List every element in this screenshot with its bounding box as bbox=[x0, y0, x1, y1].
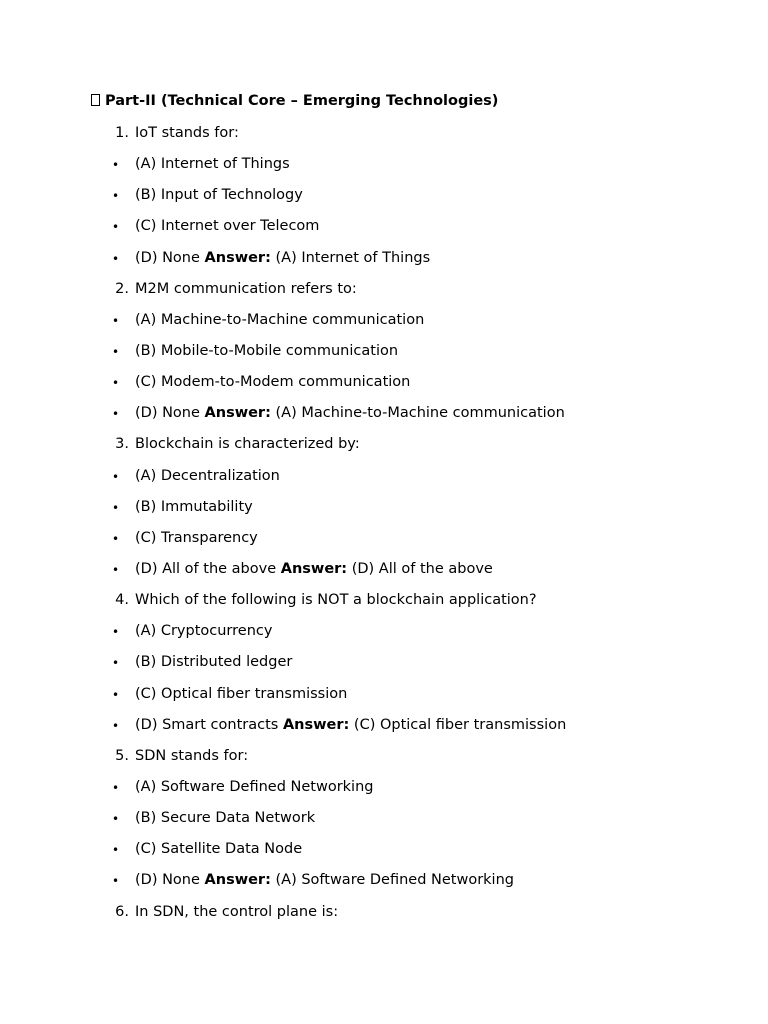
option-text bbox=[135, 685, 347, 703]
question-item bbox=[0, 124, 768, 155]
answer-label: Answer: bbox=[204, 249, 271, 266]
option-label: (B) Input of Technology bbox=[135, 187, 303, 204]
option-text bbox=[135, 622, 272, 640]
question-number: 5. bbox=[115, 747, 129, 764]
answer-label: Answer: bbox=[282, 716, 350, 733]
question-item bbox=[0, 435, 768, 466]
option-label: (A) Software Defined Networking bbox=[135, 778, 374, 795]
option-label: (C) Internet over Telecom bbox=[135, 218, 320, 235]
bullet-icon: • bbox=[112, 687, 120, 702]
option-label: (C) Modem-to-Modem communication bbox=[135, 374, 411, 391]
option-label: (C) Transparency bbox=[135, 529, 258, 546]
option-text bbox=[135, 840, 302, 858]
option-item bbox=[0, 716, 768, 747]
option-text bbox=[135, 249, 430, 267]
option-item bbox=[0, 404, 768, 435]
option-item bbox=[0, 685, 768, 716]
answer-value: (A) Software Defined Networking bbox=[275, 872, 514, 889]
question-text: M2M communication refers to: bbox=[135, 280, 357, 297]
option-label: (B) Distributed ledger bbox=[135, 654, 293, 671]
option-label: (A) Internet of Things bbox=[135, 156, 290, 173]
option-text bbox=[135, 373, 410, 391]
option-label: (B) Secure Data Network bbox=[135, 810, 316, 827]
question-text: SDN stands for: bbox=[135, 747, 249, 764]
bullet-icon: • bbox=[112, 780, 120, 795]
option-item bbox=[0, 342, 768, 373]
option-text bbox=[135, 467, 280, 485]
question-text: Which of the following is NOT a blockchain application? bbox=[135, 592, 537, 609]
question-text: Blockchain is characterized by: bbox=[135, 436, 360, 453]
option-item bbox=[0, 498, 768, 529]
answer-label: Answer: bbox=[204, 872, 271, 889]
question-number: 6. bbox=[115, 903, 129, 920]
option-label: (D) None bbox=[135, 872, 200, 889]
option-label: (A) Decentralization bbox=[135, 467, 280, 484]
option-text bbox=[135, 560, 493, 578]
option-item bbox=[0, 529, 768, 560]
bullet-icon: • bbox=[112, 158, 120, 173]
option-text bbox=[135, 342, 398, 360]
option-text bbox=[135, 404, 565, 422]
question-list bbox=[0, 124, 768, 934]
option-text bbox=[135, 809, 315, 827]
option-item bbox=[0, 560, 768, 591]
option-item bbox=[0, 249, 768, 280]
bullet-icon: • bbox=[112, 874, 120, 889]
option-label: (C) Satellite Data Node bbox=[135, 841, 303, 858]
option-item bbox=[0, 622, 768, 653]
bullet-icon: • bbox=[112, 531, 120, 546]
option-text bbox=[135, 716, 566, 734]
question-number: 1. bbox=[115, 125, 129, 141]
answer-value: (A) Internet of Things bbox=[275, 249, 431, 266]
option-item bbox=[0, 311, 768, 342]
option-text bbox=[135, 155, 290, 173]
bullet-icon: • bbox=[112, 344, 120, 359]
option-label: (A) Machine-to-Machine communication bbox=[135, 311, 425, 328]
bullet-icon: • bbox=[112, 625, 120, 640]
bullet-icon: • bbox=[112, 220, 120, 235]
bullet-icon: • bbox=[112, 718, 120, 733]
bullet-icon: • bbox=[112, 313, 120, 328]
option-label: (D) All of the above bbox=[135, 560, 277, 577]
option-item bbox=[0, 217, 768, 248]
option-label: (B) Immutability bbox=[135, 498, 253, 515]
option-item bbox=[0, 653, 768, 684]
bullet-icon: • bbox=[112, 469, 120, 484]
bullet-icon: • bbox=[112, 251, 120, 266]
bullet-icon: • bbox=[112, 407, 120, 422]
section-heading bbox=[91, 92, 498, 110]
answer-value: (A) Machine-to-Machine communication bbox=[275, 405, 565, 422]
bullet-icon: • bbox=[112, 189, 120, 204]
option-text bbox=[135, 217, 319, 235]
option-text bbox=[135, 778, 373, 796]
option-label: (A) Cryptocurrency bbox=[135, 623, 273, 640]
bullet-icon: • bbox=[112, 812, 120, 827]
option-item bbox=[0, 778, 768, 809]
question-number: 3. bbox=[115, 436, 129, 453]
answer-value: (C) Optical fiber transmission bbox=[353, 716, 567, 733]
option-label: (D) None bbox=[135, 249, 200, 266]
section-heading-text: Part-II (Technical Core – Emerging Technologies) bbox=[105, 93, 499, 109]
option-text bbox=[135, 498, 253, 516]
bullet-icon: • bbox=[112, 656, 120, 671]
bullet-icon: • bbox=[112, 376, 120, 391]
pin-icon bbox=[91, 94, 100, 106]
option-label: (C) Optical fiber transmission bbox=[135, 685, 348, 702]
question-item bbox=[0, 591, 768, 622]
question-item bbox=[0, 747, 768, 778]
answer-label: Answer: bbox=[204, 405, 271, 422]
option-item bbox=[0, 871, 768, 902]
question-item bbox=[0, 903, 768, 934]
answer-label: Answer: bbox=[280, 560, 348, 577]
bullet-icon: • bbox=[112, 500, 120, 515]
question-text: IoT stands for: bbox=[135, 125, 239, 141]
option-text bbox=[135, 871, 514, 889]
option-item bbox=[0, 467, 768, 498]
option-item bbox=[0, 809, 768, 840]
option-text bbox=[135, 653, 292, 671]
question-number: 2. bbox=[115, 280, 129, 297]
question-number: 4. bbox=[115, 592, 129, 609]
option-text bbox=[135, 186, 303, 204]
question-text: In SDN, the control plane is: bbox=[135, 903, 339, 920]
bullet-icon: • bbox=[112, 562, 120, 577]
question-item bbox=[0, 280, 768, 311]
bullet-icon: • bbox=[112, 843, 120, 858]
option-label: (B) Mobile-to-Mobile communication bbox=[135, 342, 399, 359]
option-item bbox=[0, 186, 768, 217]
option-text bbox=[135, 529, 258, 547]
answer-value: (D) All of the above bbox=[351, 560, 493, 577]
option-item bbox=[0, 373, 768, 404]
option-item bbox=[0, 155, 768, 186]
option-text bbox=[135, 311, 424, 329]
option-label: (D) Smart contracts bbox=[135, 716, 279, 733]
option-item bbox=[0, 840, 768, 871]
option-label: (D) None bbox=[135, 405, 200, 422]
